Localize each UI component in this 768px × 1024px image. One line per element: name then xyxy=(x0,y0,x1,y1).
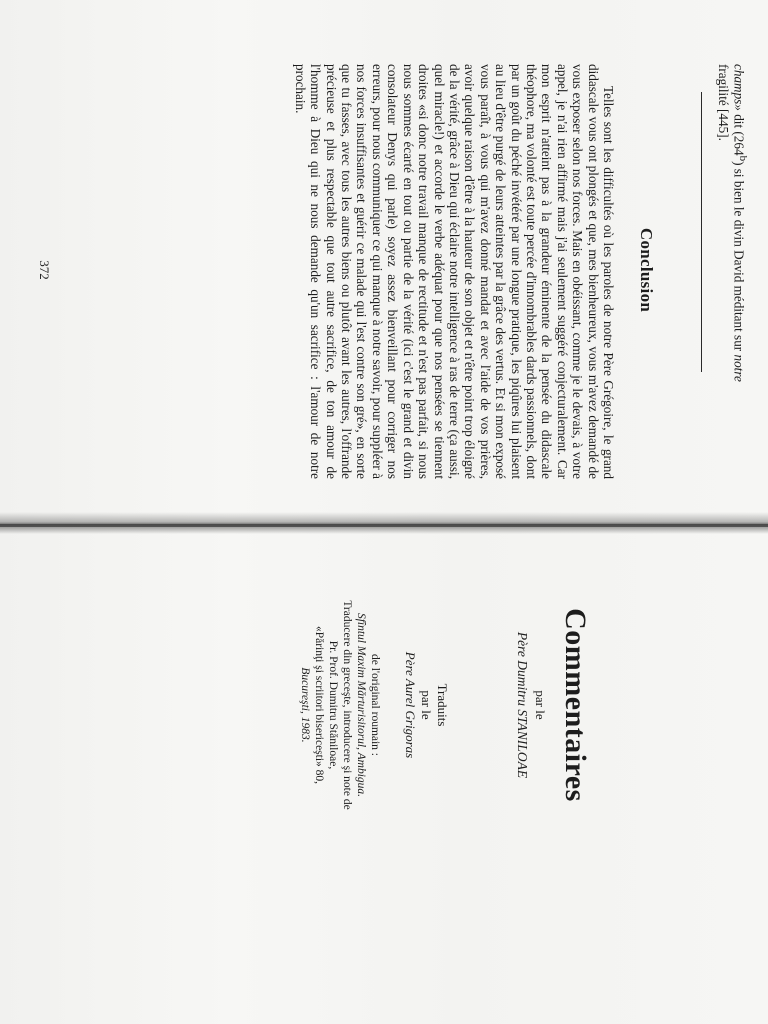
by-label: par le xyxy=(533,690,548,720)
section-title: Conclusion xyxy=(637,227,656,313)
author-name: Père Dumitru STANILOAE xyxy=(515,631,530,779)
left-page xyxy=(0,40,768,500)
translator-name: Père Aurel Grigoras xyxy=(403,651,418,759)
source-line: Traducere din greceşte, introducere şi note de xyxy=(341,600,353,810)
source-line: Bucureşti, 1983. xyxy=(299,667,311,743)
source-line: Sfîntul Maxim Mărturisitorul, Ambigua. xyxy=(355,612,367,798)
translated-label: Traduits xyxy=(435,683,450,727)
top-text-line-2: fragilité [445]. xyxy=(716,64,732,141)
right-page xyxy=(0,540,768,1024)
conclusion-paragraph: Telles sont les difficultés où les paroles de notre Père Grégoire, le grand didascale vous ont plongés et que, mes bienheureux, vous m'avez demandé de vous exposer selon nos forces. Mais en obéissant, comme je le devais, à votre appel, je n'ai rien affirmé mais j'ai seulement suggéré conjecturalement. Car mon esprit n'atteint pas à la grandeur éminente de la pensée du didascale théophore, ma volonté est toute percée d'innombrables dards passionnels, dont par un goût du péché invétéré par une longue pratique, les piqûres lui plaisent au lieu d'être purgé de leurs atteintes par la grâce des vertus. Et si mon exposé vous paraît, à vous qui m'avez donné mandat et avec l'aide de vos prières, avoir quelque raison d'être à la hauteur de son objet et n'être point trop éloigné de la vérité, grâce à Dieu qui éclaire notre intelligence à ras de terre (ça aussi, quel miracle!) et accorde le verbe adéquat pour que nos pensées se tiennent droites «si donc notre travail manque de rectitude et n'est pas parfait, si nous nous sommes écarté en tout ou partie de la vérité (ici c'est le grand et divin consolateur Denys qui parle) soyez assez bienveillant pour corriger nos erreurs, pour nous communiquer ce qui manque à notre savoir, pour suppléer à nos forces insuffisantes et guérir ce malade qui l'est contre son gré», en sorte que tu fasses, avec tous les autres biens ou plutôt avant les autres, l'offrande précieuse et plus respectable que tout autre sacrifice, de ton amour de l'homme à Dieu qui ne nous demande qu'un sacrifice : l'amour de notre prochain. xyxy=(292,64,616,479)
top-text-continuation xyxy=(716,64,750,479)
source-line: Pr. Prof. Dumitru Stăniloae, xyxy=(327,640,339,770)
book-title: Commentaires xyxy=(559,608,592,802)
top-text-segment: dit (264 xyxy=(731,110,747,156)
source-note xyxy=(298,540,382,870)
section-divider xyxy=(701,92,702,372)
top-text-word-champs: champs» xyxy=(731,64,747,111)
source-line: «Părinţi şi scriitori bisericeşti» 80, xyxy=(313,625,325,785)
source-line: de l'original roumain : xyxy=(369,653,381,757)
book-gutter-line xyxy=(0,524,768,527)
conclusion-body xyxy=(292,64,616,479)
page-number: 372 xyxy=(37,260,52,280)
top-text-segment-2: ) si bien le divin David méditant sur xyxy=(731,161,747,355)
top-text-superscript: b xyxy=(737,155,749,162)
book-gutter-shadow xyxy=(0,512,768,534)
translated-by-label: par le xyxy=(419,690,434,720)
top-text-word-notre: notre xyxy=(731,354,747,382)
